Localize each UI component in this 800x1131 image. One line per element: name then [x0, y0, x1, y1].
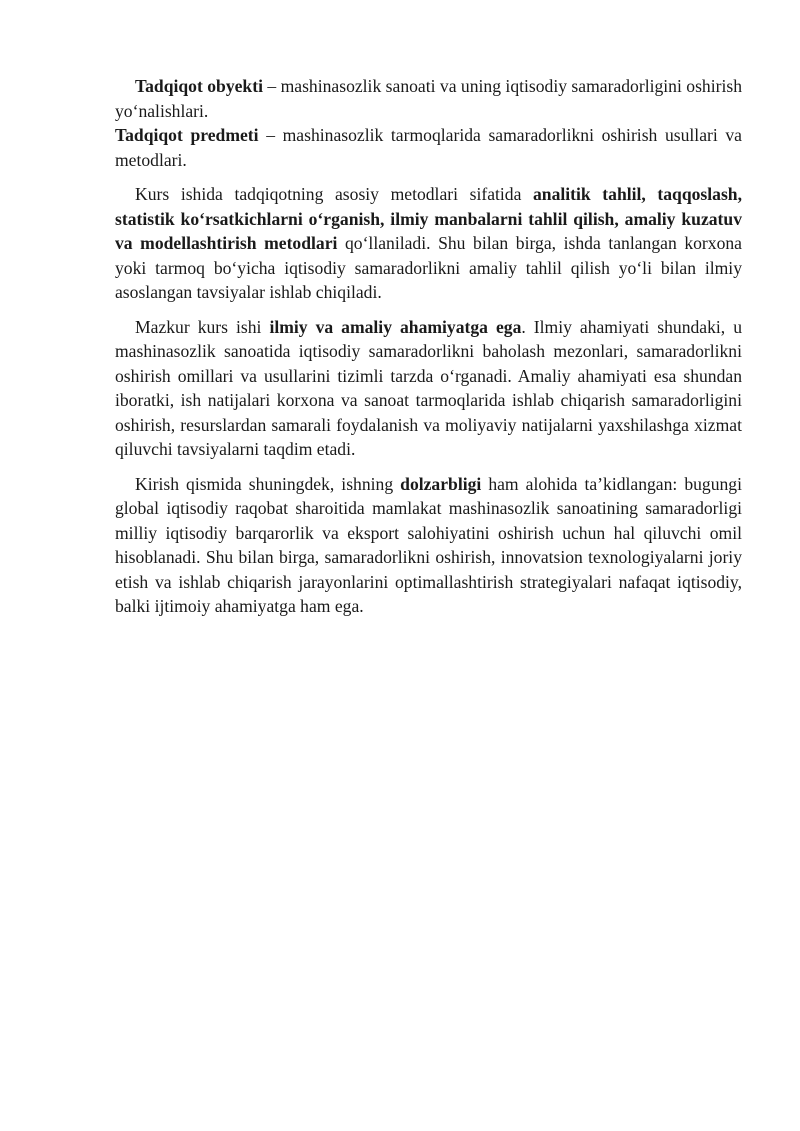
paragraph-text: ham alohida ta’kidlangan: bugungi global iqtisodiy raqobat sharoitida mamlakat mashinasozlik sanoatining samaradorligi milliy iqtisodiy barqarorlik va eksport salohiyatini oshirish uchun hal qiluvchi omil hisoblanadi. Shu bilan birga, samaradorlikni oshirish, innovatsion texnologiyalarni joriy etish va ishlab chiqarish jarayonlarini optimallashtirish strategiyalari nafaqat iqtisodiy, balki ijtimoiy ahamiyatga ham ega.	[115, 473, 742, 616]
term-research-object: Tadqiqot obyekti	[135, 76, 263, 96]
paragraph-research-subject	[115, 123, 742, 172]
paragraph-text: – mashinasozlik sanoati va uning iqtisodiy samaradorligini oshirish yo‘nalishlari.	[115, 76, 742, 121]
paragraph-relevance	[115, 472, 742, 619]
paragraph-text: Kirish qismida shuningdek, ishning	[135, 473, 401, 494]
paragraph-text: Mazkur kurs ishi	[135, 316, 270, 337]
paragraph-significance	[115, 315, 742, 462]
paragraph-text: qo‘llaniladi. Shu bilan birga, ishda tanlangan korxona yoki tarmoq bo‘yicha iqtisodiy samaradorlikni amaliy tahlil qilish yo‘li bilan ilmiy asoslangan tavsiyalar ishlab chiqiladi.	[115, 233, 742, 302]
paragraph-methods	[115, 182, 742, 305]
term-relevance: dolzarbligi	[400, 473, 482, 494]
paragraph-text: – mashinasozlik tarmoqlarida samaradorlikni oshirish usullari va metodlari.	[115, 125, 742, 170]
term-research-subject: Tadqiqot predmeti	[115, 125, 259, 145]
term-methods: analitik tahlil, taqqoslash, statistik ko‘rsatkichlarni o‘rganish, ilmiy manbalarni tahlil qilish, amaliy kuzatuv va modellashtirish metodlari	[115, 184, 742, 253]
paragraph-text: Kurs ishida tadqiqotning asosiy metodlari sifatida	[135, 184, 533, 204]
paragraph-text: . Ilmiy ahamiyati shundaki, u mashinasozlik sanoatida iqtisodiy samaradorlikni baholash mezonlari, samaradorlikni oshirish omillari va usullarini tizimli tarzda o‘rganadi. Amaliy ahamiyati esa shundan iboratki, ish natijalari korxona va sanoat tarmoqlarida ishlab chiqarish samaradorligini oshirish, resurslardan samarali foydalanish va moliyaviy natijalarni yaxshilashga xizmat qiluvchi tavsiyalarni taqdim etadi.	[115, 316, 742, 459]
term-significance: ilmiy va amaliy ahamiyatga ega	[269, 316, 522, 337]
document-page	[115, 74, 742, 629]
paragraph-research-object	[115, 74, 742, 123]
